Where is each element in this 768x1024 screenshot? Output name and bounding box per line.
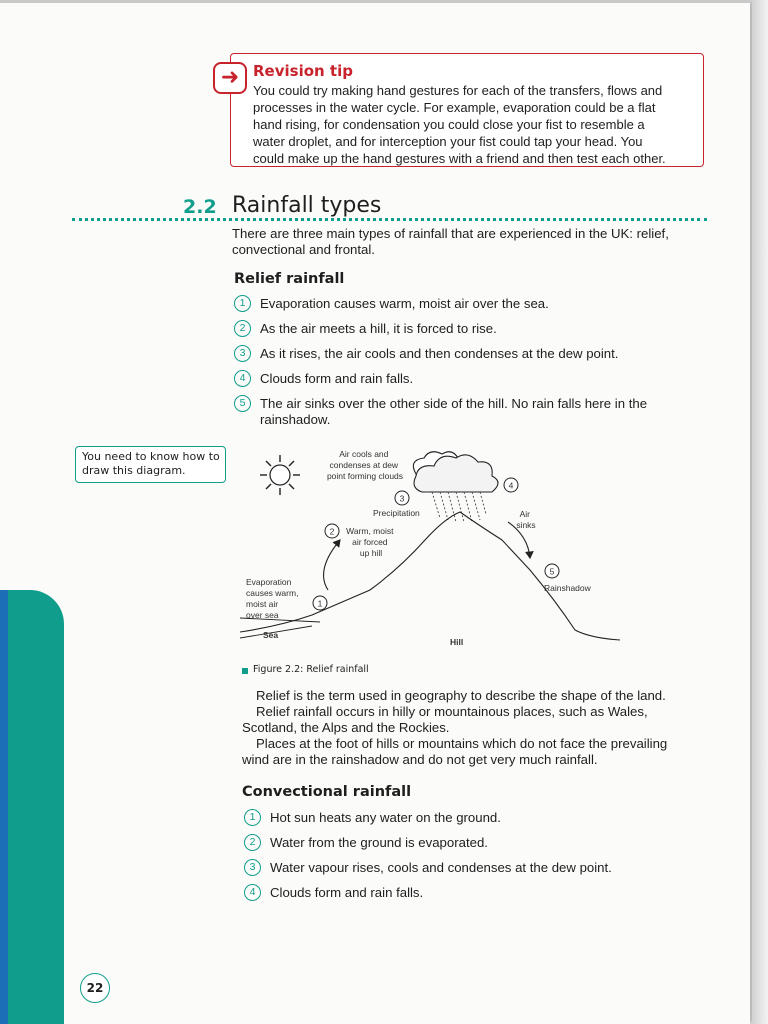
list-item (234, 396, 694, 428)
step-text: Water from the ground is evaporated. (270, 835, 488, 850)
air-sinks-label: Air sinks (516, 509, 536, 530)
arrow-right-icon: ➜ (213, 62, 247, 94)
list-item (244, 860, 704, 876)
revision-tip-title: Revision tip (253, 62, 353, 80)
list-item (234, 296, 694, 312)
revision-tip-line: hand rising, for condensation you could close your fist to resemble a (253, 117, 645, 132)
evaporation-label: Evaporation causes warm, moist air over sea (246, 577, 299, 620)
step-number-badge: 4 (234, 370, 251, 387)
air-cools-label: Air cools and condenses at dew point forming clouds (326, 449, 404, 481)
page-top-edge (0, 0, 750, 3)
list-item (244, 810, 704, 826)
section-intro: There are three main types of rainfall that are experienced in the UK: relief, convectional and frontal. (232, 226, 669, 257)
paragraph: Places at the foot of hills or mountains which do not face the prevailing wind are in the rainshadow and do not get very much rainfall. (242, 736, 668, 767)
step-text: As the air meets a hill, it is forced to rise. (260, 321, 497, 336)
relief-heading: Relief rainfall (234, 271, 345, 287)
svg-text:1: 1 (317, 598, 323, 609)
know-how-text: You need to know how to draw this diagram. (82, 450, 220, 477)
convectional-steps-list (244, 810, 704, 901)
step-number-badge: 2 (234, 320, 251, 337)
precipitation-label: Precipitation (373, 508, 420, 518)
step-text: Clouds form and rain falls. (270, 885, 424, 900)
list-item (244, 885, 704, 901)
hill-label: Hill (450, 637, 464, 647)
side-blue-strip (0, 590, 8, 1024)
sun-icon (260, 455, 300, 495)
rainshadow-label: Rainshadow (544, 583, 591, 593)
side-color-band (0, 590, 64, 1024)
step-number-badge: 3 (234, 345, 251, 362)
list-item (244, 835, 704, 851)
rising-air-arrow (324, 540, 340, 590)
relief-rainfall-diagram (240, 440, 620, 660)
step-number-badge: 3 (244, 859, 261, 876)
paragraph: Relief rainfall occurs in hilly or mountainous places, such as Wales, Scotland, the Alps and the Rockies. (242, 704, 648, 735)
revision-tip-body (253, 82, 698, 167)
sea-label: Sea (263, 630, 279, 640)
list-item (234, 371, 694, 387)
svg-text:5: 5 (549, 566, 555, 577)
step-text: The air sinks over the other side of the hill. No rain falls here in the rainshadow. (260, 396, 648, 427)
convectional-heading: Convectional rainfall (242, 784, 412, 800)
revision-tip-line: water droplet, and for interception your fist could tap your head. You (253, 134, 643, 149)
figure-caption: Figure 2.2: Relief rainfall (253, 664, 369, 675)
diagram-marker (504, 478, 518, 492)
caption-marker (242, 668, 248, 674)
step-number-badge: 2 (244, 834, 261, 851)
diagram-marker (325, 524, 339, 538)
revision-tip-line: could make up the hand gestures with a friend and then test each other. (253, 151, 666, 166)
step-text: Water vapour rises, cools and condenses at the dew point. (270, 860, 612, 875)
relief-steps-list (234, 296, 694, 428)
section-title: Rainfall types (232, 193, 382, 218)
section-number: 2.2 (183, 196, 217, 218)
diagram-marker (395, 491, 409, 505)
diagram-marker (313, 596, 327, 610)
step-number-badge: 1 (244, 809, 261, 826)
list-item (234, 346, 694, 362)
step-number-badge: 1 (234, 295, 251, 312)
cloud-icon (413, 452, 498, 492)
section-divider (72, 218, 707, 221)
step-number-badge: 5 (234, 395, 251, 412)
paragraph: Relief is the term used in geography to describe the shape of the land. (256, 688, 666, 703)
step-text: Clouds form and rain falls. (260, 371, 414, 386)
svg-text:2: 2 (329, 526, 335, 537)
step-number-badge: 4 (244, 884, 261, 901)
step-text: Evaporation causes warm, moist air over the sea. (260, 296, 549, 311)
revision-tip-line: processes in the water cycle. For example, evaporation could be a flat (253, 100, 656, 115)
revision-tip-line: You could try making hand gestures for each of the transfers, flows and (253, 83, 663, 98)
list-item (234, 321, 694, 337)
svg-text:4: 4 (508, 480, 514, 491)
warm-moist-label: Warm, moist air forced up hill (346, 526, 394, 558)
step-text: As it rises, the air cools and then condenses at the dew point. (260, 346, 619, 361)
page-gutter-edge (752, 0, 768, 1024)
diagram-marker (545, 564, 559, 578)
step-text: Hot sun heats any water on the ground. (270, 810, 501, 825)
svg-text:3: 3 (399, 493, 405, 504)
page-number: 22 (80, 973, 110, 1003)
rain-streaks (432, 492, 486, 522)
